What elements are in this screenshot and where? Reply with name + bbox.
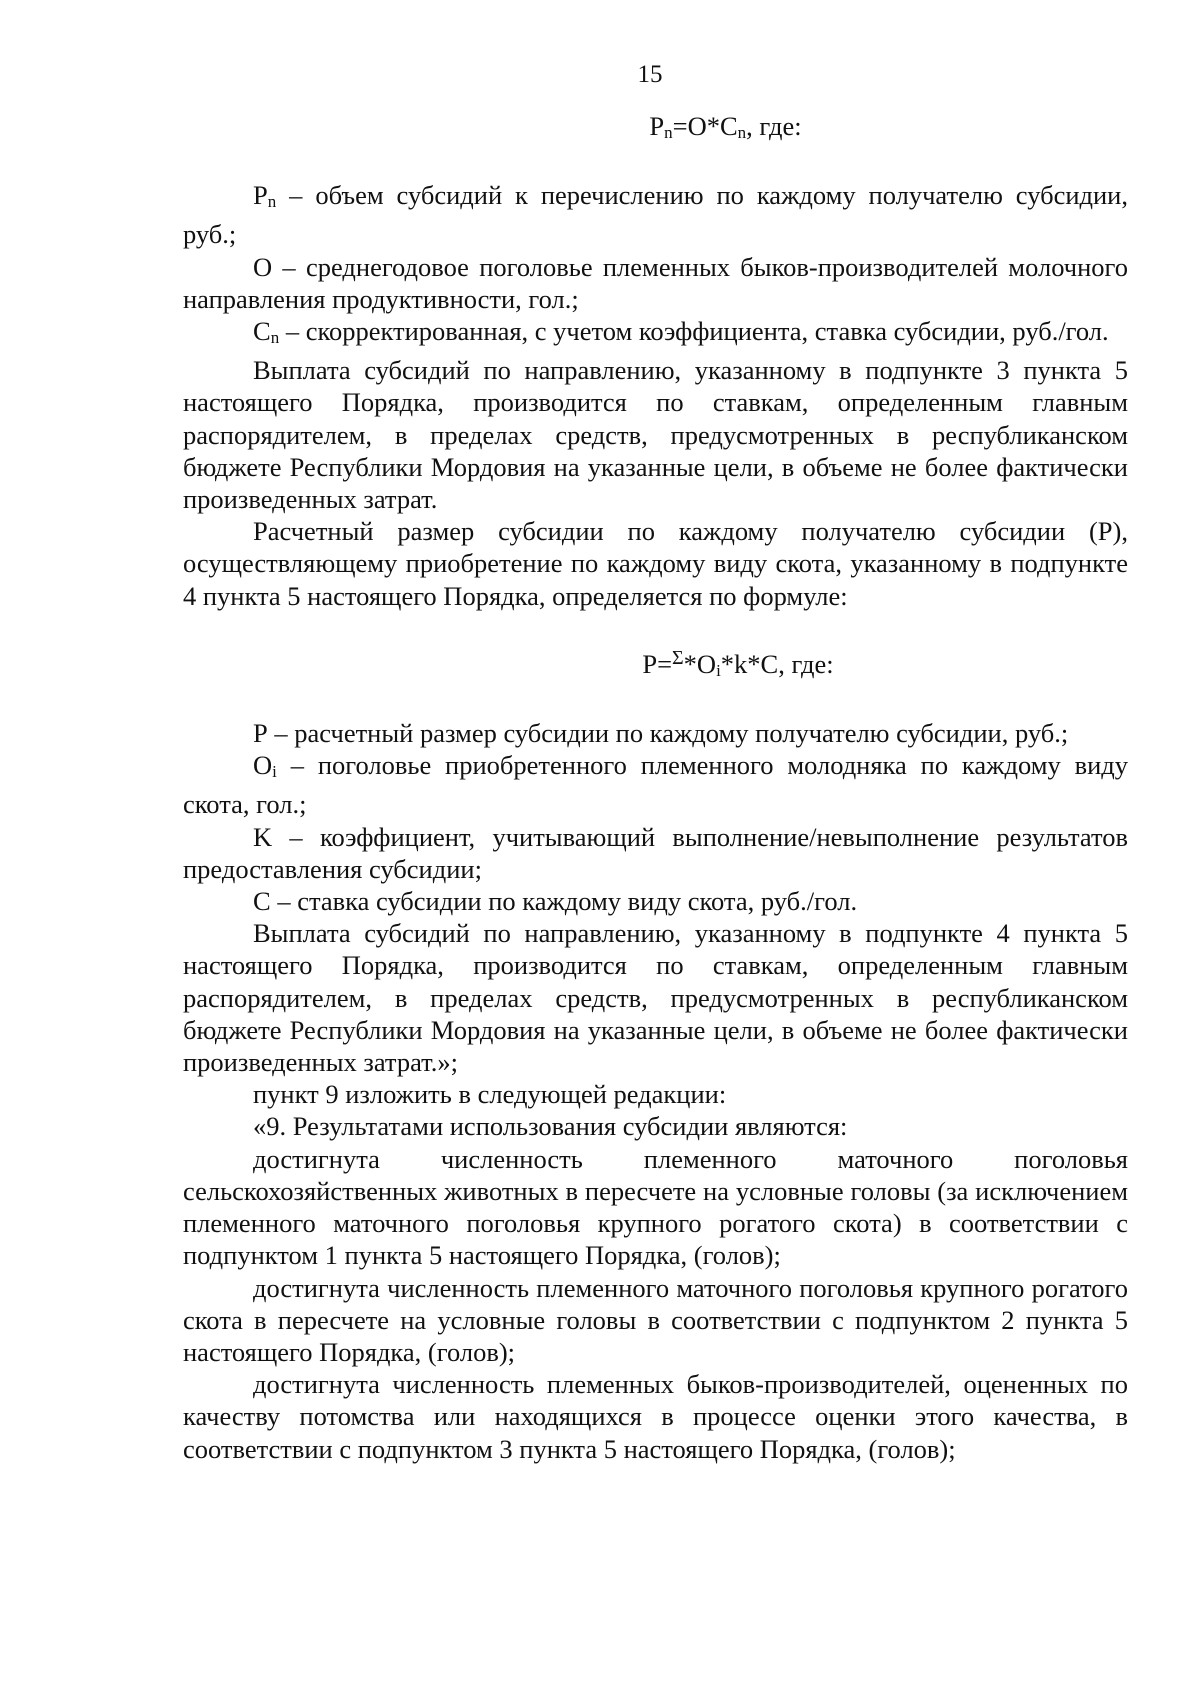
def-symbol: P	[253, 180, 268, 211]
paragraph-payment-subpoint-3: Выплата субсидий по направлению, указанному в подпункте 3 пункта 5 настоящего Порядка, производится по ставкам, определенным главным распорядителем, в пределах средств, предусмотренных в республиканском бюджете Республики Мордовия на указанные цели, в объеме не более фактически произведенных затрат.	[183, 355, 1128, 515]
def-symbol: Р	[253, 718, 268, 749]
sigma-symbol: Σ	[672, 646, 684, 669]
definition-cn	[183, 315, 1128, 354]
document-body	[183, 110, 1128, 1465]
def-text: – скорректированная, с учетом коэффициента, ставка субсидии, руб./гол.	[279, 316, 1109, 347]
definition-oi	[183, 749, 1128, 820]
def-text: – среднегодовое поголовье племенных быков-производителей молочного направления продуктивности, гол.;	[183, 251, 1128, 314]
formula-tail: *k*C, где:	[720, 648, 834, 679]
paragraph-result-1: достигнута численность племенного маточного поголовья сельскохозяйственных животных в пересчете на условные головы (за исключением племенного маточного поголовья крупного рогатого скота) в соответствии с подпунктом 1 пункта 5 настоящего Порядка, (голов);	[183, 1143, 1128, 1271]
formula-body: *O	[683, 648, 717, 679]
def-text: – поголовье приобретенного племенного молодняка по каждому виду скота, гол.;	[183, 750, 1128, 820]
paragraph-calculation: Расчетный размер субсидии по каждому получателю субсидии (Р), осуществляющему приобретение по каждому виду скота, указанному в подпункте 4 пункта 5 настоящего Порядка, определяется по формуле:	[183, 516, 1128, 611]
formula-p	[183, 642, 1128, 687]
definition-k	[183, 821, 1128, 885]
paragraph-results-heading: «9. Результатами использования субсидии являются:	[253, 1111, 848, 1142]
formula-subscript: i	[716, 660, 721, 680]
formula-subscript: n	[664, 123, 673, 142]
paragraph-point-9-amend: пункт 9 изложить в следующей редакции:	[253, 1079, 727, 1110]
page-number: 15	[637, 61, 663, 88]
formula-symbol: P	[649, 111, 665, 141]
def-symbol: С	[253, 886, 271, 917]
def-symbol: K	[253, 821, 273, 852]
def-text: – расчетный размер субсидии по каждому получателю субсидии, руб.;	[267, 718, 1069, 749]
def-symbol: O	[253, 750, 273, 781]
def-subscript: i	[272, 762, 277, 782]
def-subscript: n	[267, 192, 277, 212]
def-symbol: C	[253, 316, 271, 347]
definition-pn	[183, 179, 1128, 250]
def-text: – коэффициент, учитывающий выполнение/невыполнение результатов предоставления субсидии;	[183, 821, 1128, 884]
formula-subscript: n	[737, 123, 747, 142]
definition-c	[183, 885, 1128, 917]
paragraph-result-2: достигнута численность племенного маточного поголовья крупного рогатого скота в пересчете на условные головы в соответствии с подпунктом 2 пункта 5 настоящего Порядка, (голов);	[183, 1272, 1128, 1367]
paragraph-result-3: достигнута численность племенных быков-производителей, оцененных по качеству потомства или находящихся в процессе оценки этого качества, в соответствии с подпунктом 3 пункта 5 настоящего Порядка, (голов);	[183, 1369, 1128, 1464]
definition-o	[183, 251, 1128, 315]
def-text: – ставка субсидии по каждому виду скота, руб./гол.	[270, 886, 858, 917]
def-symbol: О	[253, 251, 273, 282]
formula-tail: , где:	[746, 111, 802, 141]
def-text: – объем субсидий к перечислению по каждому получателю субсидии, руб.;	[183, 180, 1128, 250]
formula-body: =O*C	[672, 111, 738, 141]
formula-start: P=	[642, 648, 673, 679]
def-subscript: n	[270, 328, 280, 348]
formula-pn	[183, 110, 1128, 149]
paragraph-payment-subpoint-4: Выплата субсидий по направлению, указанному в подпункте 4 пункта 5 настоящего Порядка, производится по ставкам, определенным главным распорядителем, в пределах средств, предусмотренных в республиканском бюджете Республики Мордовия на указанные цели, в объеме не более фактически произведенных затрат.»;	[183, 918, 1128, 1078]
definition-p	[183, 717, 1128, 749]
